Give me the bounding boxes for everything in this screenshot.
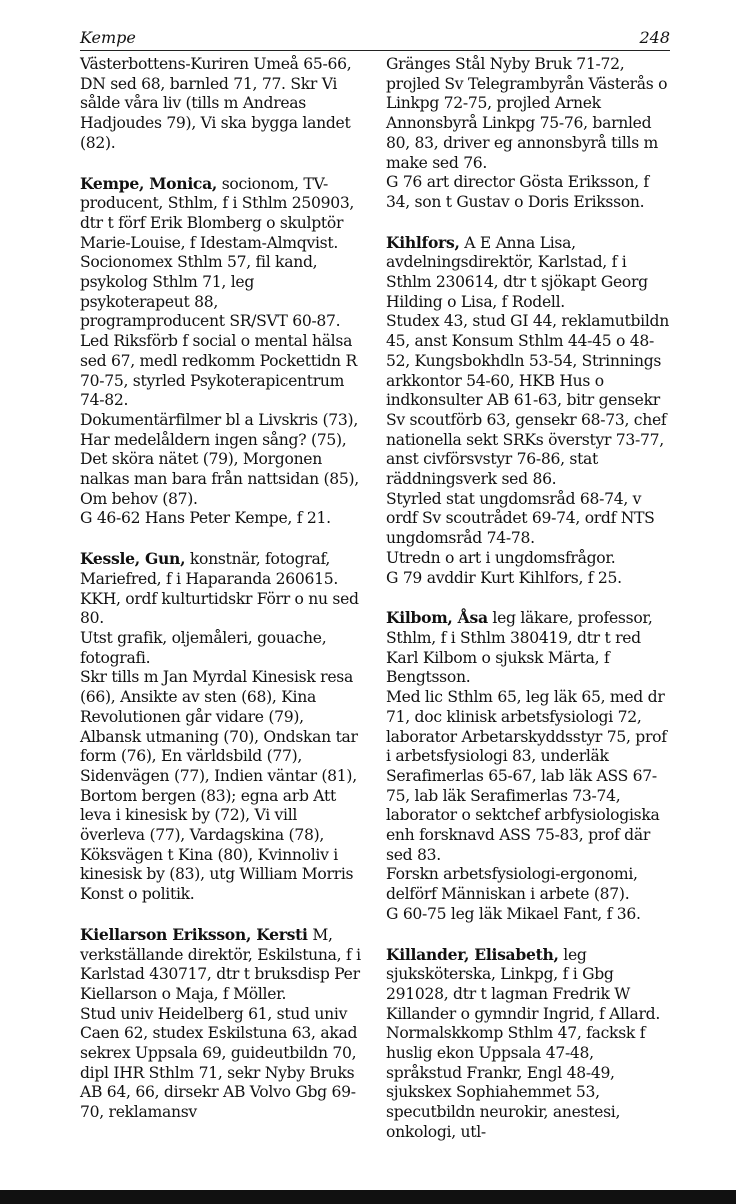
page-number: 248 [639,28,670,47]
scan-edge-bar [0,1190,736,1204]
entry-details: A E Anna Lisa, avdelningsdirektör, Karlstad, f i Sthlm 230614, dtr t sjökapt Georg Hilding o Lisa, f Rodell. [386,233,648,311]
entry-paragraph: Socionomex Sthlm 57, fil kand, psykolog Sthlm 71, leg psykoterapeut 88, programproducent SR/SVT 60-87. [80,253,341,331]
entry-paragraph: Utst grafik, oljemåleri, gouache, fotografi. [80,628,327,667]
entry-paragraph: G 60-75 leg läk Mikael Fant, f 36. [386,904,641,923]
biography-entry [80,925,364,1123]
entry-paragraph [386,945,670,1025]
entry-paragraph [80,549,364,629]
entry-name: Killander, Elisabeth, [386,944,559,964]
entry-details: socionom, TV-producent, Sthlm, f i Sthlm 250903, dtr t förf Erik Blomberg o skulptör Marie-Louise, f Idestam-Almqvist. [80,174,355,252]
entry-name: Kilbom, Åsa [386,608,488,628]
biography-entry [386,945,670,1143]
entry-paragraph: Forskn arbetsfysiologi-ergonomi, delförf Människan i arbete (87). [386,865,638,904]
entry-paragraph: Normalskkomp Sthlm 47, facksk f huslig ekon Uppsala 47-48, språkstud Frankr, Engl 48-49, sjukskex Sophiahemmet 53, specutbildn neurokir, anestesi, onkologi, utl- [386,1024,646,1141]
entry-paragraph: Stud univ Heidelberg 61, stud univ Caen 62, studex Eskilstuna 63, akad sekrex Uppsala 69, guideutbildn 70, dipl IHR Sthlm 71, sekr Nyby Bruks AB 64, 66, dirsekr AB Volvo Gbg 69-70, reklamansv [80,1004,358,1122]
entry-paragraph: G 76 art director Gösta Eriksson, f 34, son t Gustav o Doris Eriksson. [386,173,649,211]
right-column [386,55,670,1163]
biography-entry [80,174,364,530]
entry-paragraph [386,608,670,688]
entry-name: Kihlfors, [386,232,460,252]
left-column [80,55,364,1143]
entry-paragraph: Utredn o art i ungdomsfrågor. [386,548,616,567]
biography-entry [80,549,364,905]
entry-paragraph: G 46-62 Hans Peter Kempe, f 21. [80,509,331,528]
running-head-surname: Kempe [80,28,136,47]
entry-paragraph: Styrled stat ungdomsråd 68-74, v ordf Sv scoutrådet 69-74, ordf NTS ungdomsråd 74-78. [386,489,655,548]
biography-entry [80,55,364,154]
page-header [80,26,670,51]
entry-details: leg sjuksköterska, Linkpg, f i Gbg 291028, dtr t lagman Fredrik W Killander o gymndir Ingrid, f Allard. [386,945,660,1023]
entry-paragraph [386,233,670,313]
entry-paragraph: Västerbottens-Kuriren Umeå 65-66, DN sed 68, barnled 71, 77. Skr Vi sålde våra liv (tills m Andreas Hadjoudes 79), Vi ska bygga landet (82). [80,55,352,152]
entry-details: M, verkställande direktör, Eskilstuna, f i Karlstad 430717, dtr t bruksdisp Per Kiellarson o Maja, f Möller. [80,925,361,1003]
biography-entry [386,608,670,924]
entry-paragraph [80,925,364,1005]
entry-paragraph: Med lic Sthlm 65, leg läk 65, med dr 71, doc klinisk arbetsfysiologi 72, laborator Arbetarskyddsstyr 75, prof i arbetsfysiologi 83, underläk Serafimerlas 65-67, lab läk ASS 67-75, lab läk Serafimerlas 73-74, laborator o sektchef arbfysiologiska enh forsknavd ASS 75-83, prof där sed 83. [386,688,667,864]
biography-entry [386,233,670,589]
entry-paragraph: Led Riksförb f social o mental hälsa sed 67, medl redkomm Pockettidn R 70-75, styrled Psykoterapicentrum 74-82. [80,332,357,410]
entry-name: Kempe, Monica, [80,173,218,193]
entry-paragraph: Skr tills m Jan Myrdal Kinesisk resa (66), Ansikte av sten (68), Kina Revolutionen går vidare (79), Albansk utmaning (70), Ondskan tar form (76), En världsbild (77), Sidenvägen (77), Indien väntar (81), Bortom bergen (83); egna arb Att leva i kinesisk by (72), Vi vill överleva (77), Vardagskina (78), Köksvägen t Kina (80), Kvinnoliv i kinesisk by (83), utg William Morris Konst o politik. [80,668,358,904]
entry-paragraph: Gränges Stål Nyby Bruk 71-72, projled Sv Telegrambyrån Västerås o Linkpg 72-75, projled Arnek Annonsbyrå Linkpg 75-76, barnled 80, 83, driver eg annonsbyrå tills m make sed 76. [386,55,668,172]
entry-name: Kessle, Gun, [80,549,186,569]
biography-entry [386,55,670,213]
entry-name: Kiellarson Eriksson, Kersti [80,924,308,944]
entry-paragraph: Studex 43, stud GI 44, reklamutbildn 45, anst Konsum Sthlm 44-45 o 48-52, Kungsbokhdln 53-54, Strinnings arkkontor 54-60, HKB Hus o indkonsulter AB 61-63, bitr gensekr Sv scoutförb 63, gensekr 68-73, chef nationella sekt SRKs överstyr 73-77, anst civförsvstyr 76-86, stat räddningsverk sed 86. [386,312,669,489]
entry-details: konstnär, fotograf, Mariefred, f i Haparanda 260615. KKH, ordf kulturtidskr Förr o nu sed 80. [80,550,359,628]
entry-paragraph [80,174,364,254]
entry-paragraph: G 79 avddir Kurt Kihlfors, f 25. [386,568,622,587]
entry-paragraph: Dokumentärfilmer bl a Livskris (73), Har medelåldern ingen sång? (75), Det sköra nätet (79), Morgonen nalkas man bara från nattsidan (85), Om behov (87). [80,410,359,508]
entry-details: leg läkare, professor, Sthlm, f i Sthlm 380419, dtr t red Karl Kilbom o sjuksk Märta, f Bengtsson. [386,609,653,687]
